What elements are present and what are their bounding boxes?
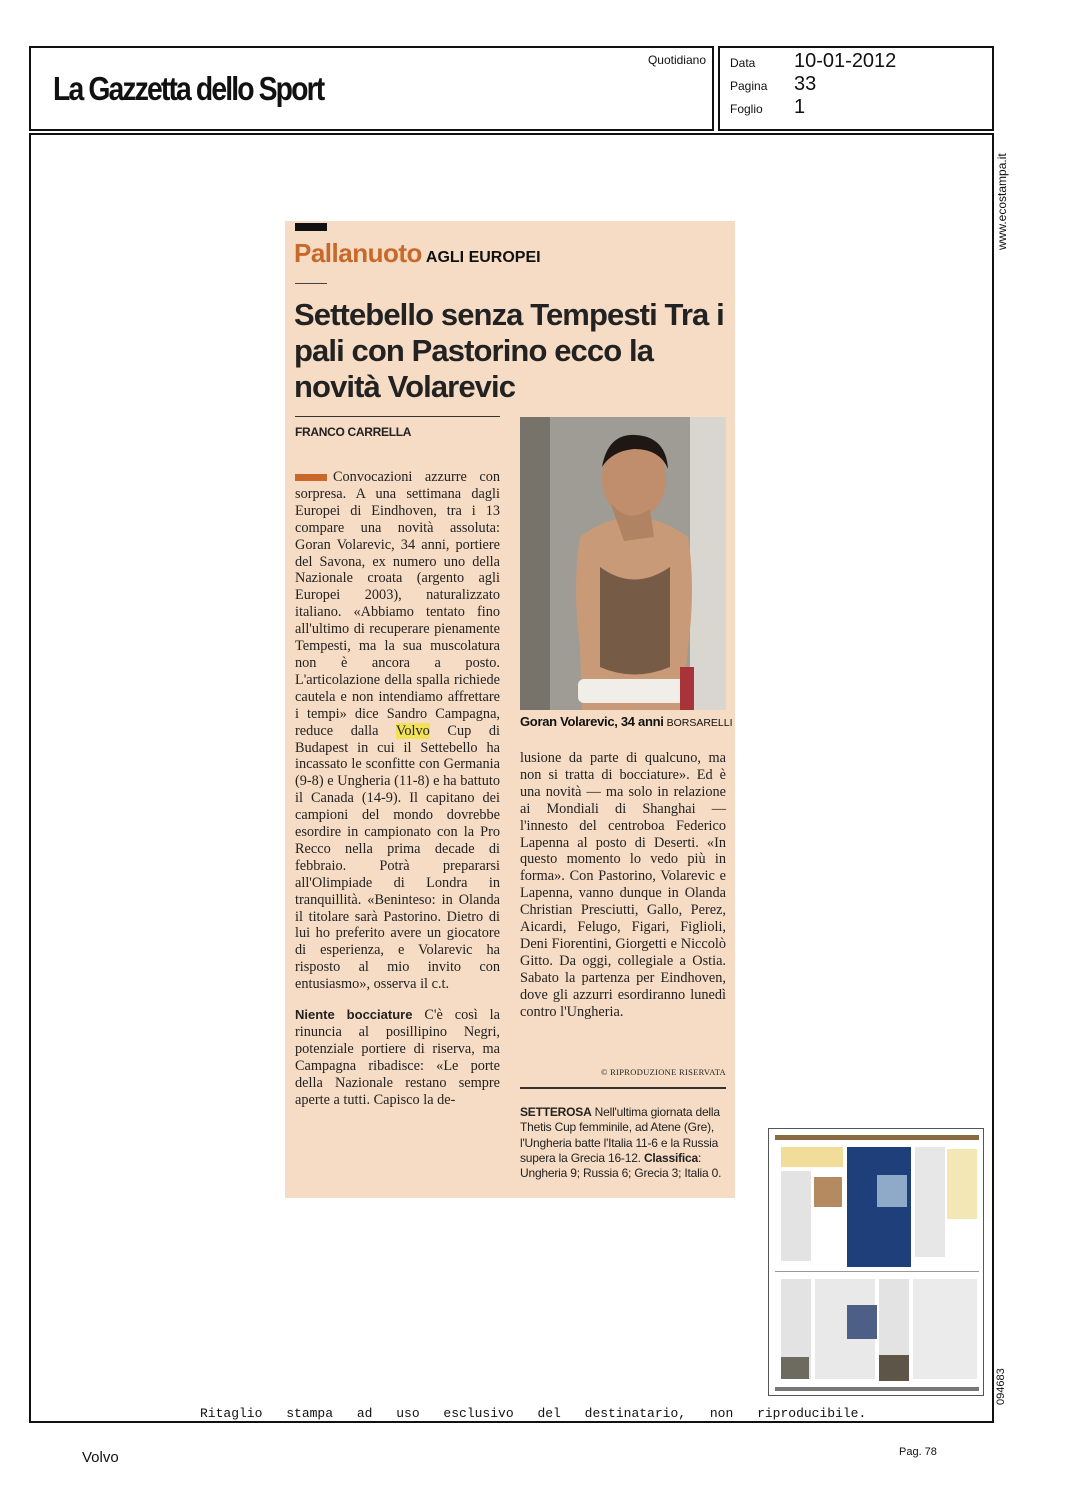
article-column-1: [295, 469, 500, 1109]
body-text: Cup di Budapest in cui il Settebello ha incassato le sconfitte con Germania (9-8) e Ungheria (11-8) e ha battuto il Canada (14-9). Il capitano dei campioni del mondo dovrebbe esordire in campionato con la Pro Recco nella prima decade di febbraio. Potrà prepararsi all'Olimpiade di Londra in tranquillità. «Beninteso: in Olanda il titolare sarà Pastorino. Dietro di lui ho preferito avere un giocatore di esperienza, e Volarevic ha risposto al mio invito con entusiasmo», osserva il c.t.: [295, 722, 500, 993]
section-tab-bar: [295, 223, 327, 231]
sheet-label: Foglio: [730, 102, 763, 116]
setterosa-box: [520, 1105, 726, 1181]
box-rule: [520, 1087, 726, 1089]
section-title: Pallanuoto: [294, 238, 422, 268]
page-label: Pagina: [730, 79, 768, 93]
player-photo-image: [520, 417, 726, 710]
disclaimer: Ritaglio stampa ad uso esclusivo del destinatario, non riproducibile.: [200, 1406, 867, 1421]
article-clipping: [285, 221, 735, 1198]
player-photo: [520, 417, 726, 710]
article-column-2: [520, 750, 726, 1021]
masthead-box: [29, 46, 714, 131]
divider: [295, 283, 327, 284]
date-value: 10-01-2012: [794, 50, 897, 72]
newspaper-logo: La Gazzetta dello Sport: [53, 70, 324, 107]
page-thumbnail: [768, 1128, 984, 1396]
body-text: C'è così la rinuncia al posillipino Negri, potenziale portiere di riserva, ma Campagna ribadisce: «Le porte della Nazionale restano sempre aperte a tutti. Capisco la de-: [295, 1007, 500, 1108]
body-text: Convocazioni azzurre con sorpresa. A una settimana dagli Europei di Eindhoven, tra i 13 compare una novità assoluta: Goran Volarevic, 34 anni, portiere del Savona, ex numero uno della Nazionale croata (argento agli Europei 2003), naturalizzato italiano. «Abbiamo tentato fino all'ultimo di recuperare pienamente Tempesti, ma la sua muscolatura non è ancora a posto. L'articolazione della spalla richiede cautela e non intendiamo affrettare i tempi» dice Sandro Campagna, reduce dalla: [295, 469, 500, 739]
meta-box: [718, 46, 994, 131]
box-standings: : Ungheria 9; Russia 6; Grecia 3; Italia 0.: [520, 1150, 722, 1181]
rights-notice: © RIPRODUZIONE RISERVATA: [600, 1067, 726, 1077]
box-label: Classifica: [643, 1150, 698, 1165]
box-text: Nell'ultima giornata della Thetis Cup femminile, ad Atene (Gre), l'Ungheria batte l'Italia 11-6 e la Russia supera la Grecia 16-12.: [520, 1105, 720, 1165]
lead-marker: [295, 474, 327, 481]
clip-code: 094683: [995, 1368, 1007, 1405]
section-subtitle: AGLI EUROPEI: [425, 249, 541, 266]
edition-label: Quotidiano: [647, 53, 706, 67]
photo-caption: [520, 714, 733, 729]
sheet-value: 1: [794, 96, 806, 118]
highlighted-term: Volvo: [395, 722, 430, 739]
caption-credit: BORSARELLI: [666, 717, 733, 729]
date-label: Data: [730, 56, 756, 70]
section-heading: [294, 238, 541, 269]
website-label: www.ecostampa.it: [995, 153, 1009, 250]
client-name: Volvo: [82, 1449, 119, 1466]
page-number: Pag. 78: [899, 1446, 937, 1458]
page-value: 33: [794, 73, 817, 95]
byline-rule: [295, 416, 500, 417]
subheading: Niente bocciature: [295, 1007, 413, 1023]
body-text: lusione da parte di qualcuno, ma non si tratta di bocciature». Ed è una novità — ma solo in relazione ai Mondiali di Shanghai — l'innesto del centroboa Federico Lapenna al posto di Deserti. «In questo momento lo vedo più in forma». Con Pastorino, Volarevic e Lapenna, vanno dunque in Olanda Christian Presciutti, Gallo, Perez, Aicardi, Felugo, Figari, Figlioli, Deni Fiorentini, Giorgetti e Niccolò Gitto. Da oggi, collegiale a Ostia. Sabato la partenza per Eindhoven, dove gli azzurri esordiranno lunedì contro l'Ungheria.: [520, 750, 726, 1020]
box-title: SETTEROSA: [520, 1105, 592, 1119]
headline: Settebello senza Tempesti Tra i pali con Pastorino ecco la novità Volarevic: [294, 297, 724, 404]
caption-name: Goran Volarevic, 34 anni: [520, 714, 664, 729]
byline: FRANCO CARRELLA: [295, 425, 412, 439]
